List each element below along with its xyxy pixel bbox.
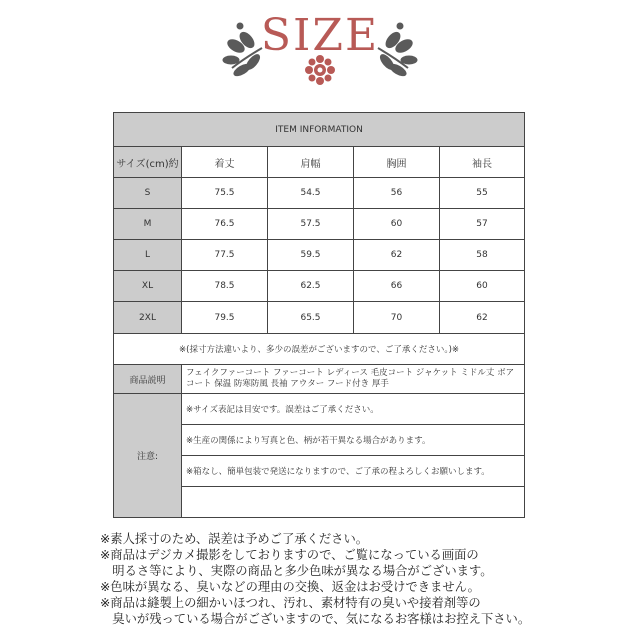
table-cell: 75.5: [182, 178, 268, 209]
table-cell: 58: [440, 240, 525, 271]
table-cell: 70: [354, 302, 440, 334]
description-row: [114, 365, 525, 394]
table-cell: 66: [354, 271, 440, 302]
caution-text: ※箱なし、簡単包装で発送になりますので、ご了承の程よろしくお願いします。: [182, 456, 525, 487]
table-cell: 77.5: [182, 240, 268, 271]
table-cell: 76.5: [182, 209, 268, 240]
measure-note-row: [114, 334, 525, 365]
table-cell: 65.5: [268, 302, 354, 334]
note-line: ※色味が異なる、臭いなどの理由の交換、返金はお受けできません。: [100, 580, 480, 594]
description-label: 商品説明: [114, 365, 182, 394]
notes-block: [100, 531, 640, 627]
table-cell: 55: [440, 178, 525, 209]
column-header: 着丈: [182, 147, 268, 178]
column-header: 胸囲: [354, 147, 440, 178]
table-cell: 78.5: [182, 271, 268, 302]
size-cell: L: [114, 240, 182, 271]
table-cell: 62: [440, 302, 525, 334]
note-line: ※商品はデジカメ撮影をしておりますので、ご覧になっている画面の: [100, 548, 479, 562]
description-text: フェイクファーコート ファーコート レディース 毛皮コート ジャケット ミドル丈 ボアコート 保温 防寒防風 長袖 アウター フード付き 厚手: [182, 365, 525, 394]
table-cell: 59.5: [268, 240, 354, 271]
size-cell: XL: [114, 271, 182, 302]
table-cell: 54.5: [268, 178, 354, 209]
size-table: [113, 112, 525, 518]
table-cell: 57.5: [268, 209, 354, 240]
table-row: [114, 209, 525, 240]
table-row: [114, 240, 525, 271]
column-header: 袖長: [440, 147, 525, 178]
caution-row: [114, 394, 525, 425]
size-title: SIZE: [260, 10, 380, 61]
size-cell: 2XL: [114, 302, 182, 334]
table-title: ITEM INFORMATION: [114, 113, 525, 147]
table-cell: 57: [440, 209, 525, 240]
caution-label: 注意:: [114, 394, 182, 518]
caution-text: ※生産の関係により写真と色、柄が若干異なる場合があります。: [182, 425, 525, 456]
note-line: ※素人採寸のため、誤差は予めご了承ください。: [100, 532, 369, 546]
note-line: 臭いが残っている場合がございますので、気になるお客様はお控え下さい。: [100, 612, 531, 626]
caution-text: ※サイズ表記は目安です。誤差はご了承ください。: [182, 394, 525, 425]
table-title-row: [114, 113, 525, 147]
column-header: 肩幅: [268, 147, 354, 178]
table-row: [114, 271, 525, 302]
size-cell: S: [114, 178, 182, 209]
table-row: [114, 302, 525, 334]
table-cell: 56: [354, 178, 440, 209]
size-header: [0, 0, 640, 100]
column-header: サイズ(cm)約: [114, 147, 182, 178]
measure-note: ※(採寸方法違いより、多少の誤差がございますので、ご了承ください。)※: [114, 334, 525, 365]
note-line: 明るさ等により、実際の商品と多少色味が異なる場合がございます。: [100, 564, 493, 578]
table-row: [114, 178, 525, 209]
table-header-row: [114, 147, 525, 178]
size-cell: M: [114, 209, 182, 240]
table-cell: 60: [440, 271, 525, 302]
caution-text: [182, 487, 525, 518]
table-cell: 79.5: [182, 302, 268, 334]
table-cell: 62: [354, 240, 440, 271]
table-cell: 62.5: [268, 271, 354, 302]
table-cell: 60: [354, 209, 440, 240]
note-line: ※商品は縫製上の細かいほつれ、汚れ、素材特有の臭いや接着剤等の: [100, 596, 481, 610]
